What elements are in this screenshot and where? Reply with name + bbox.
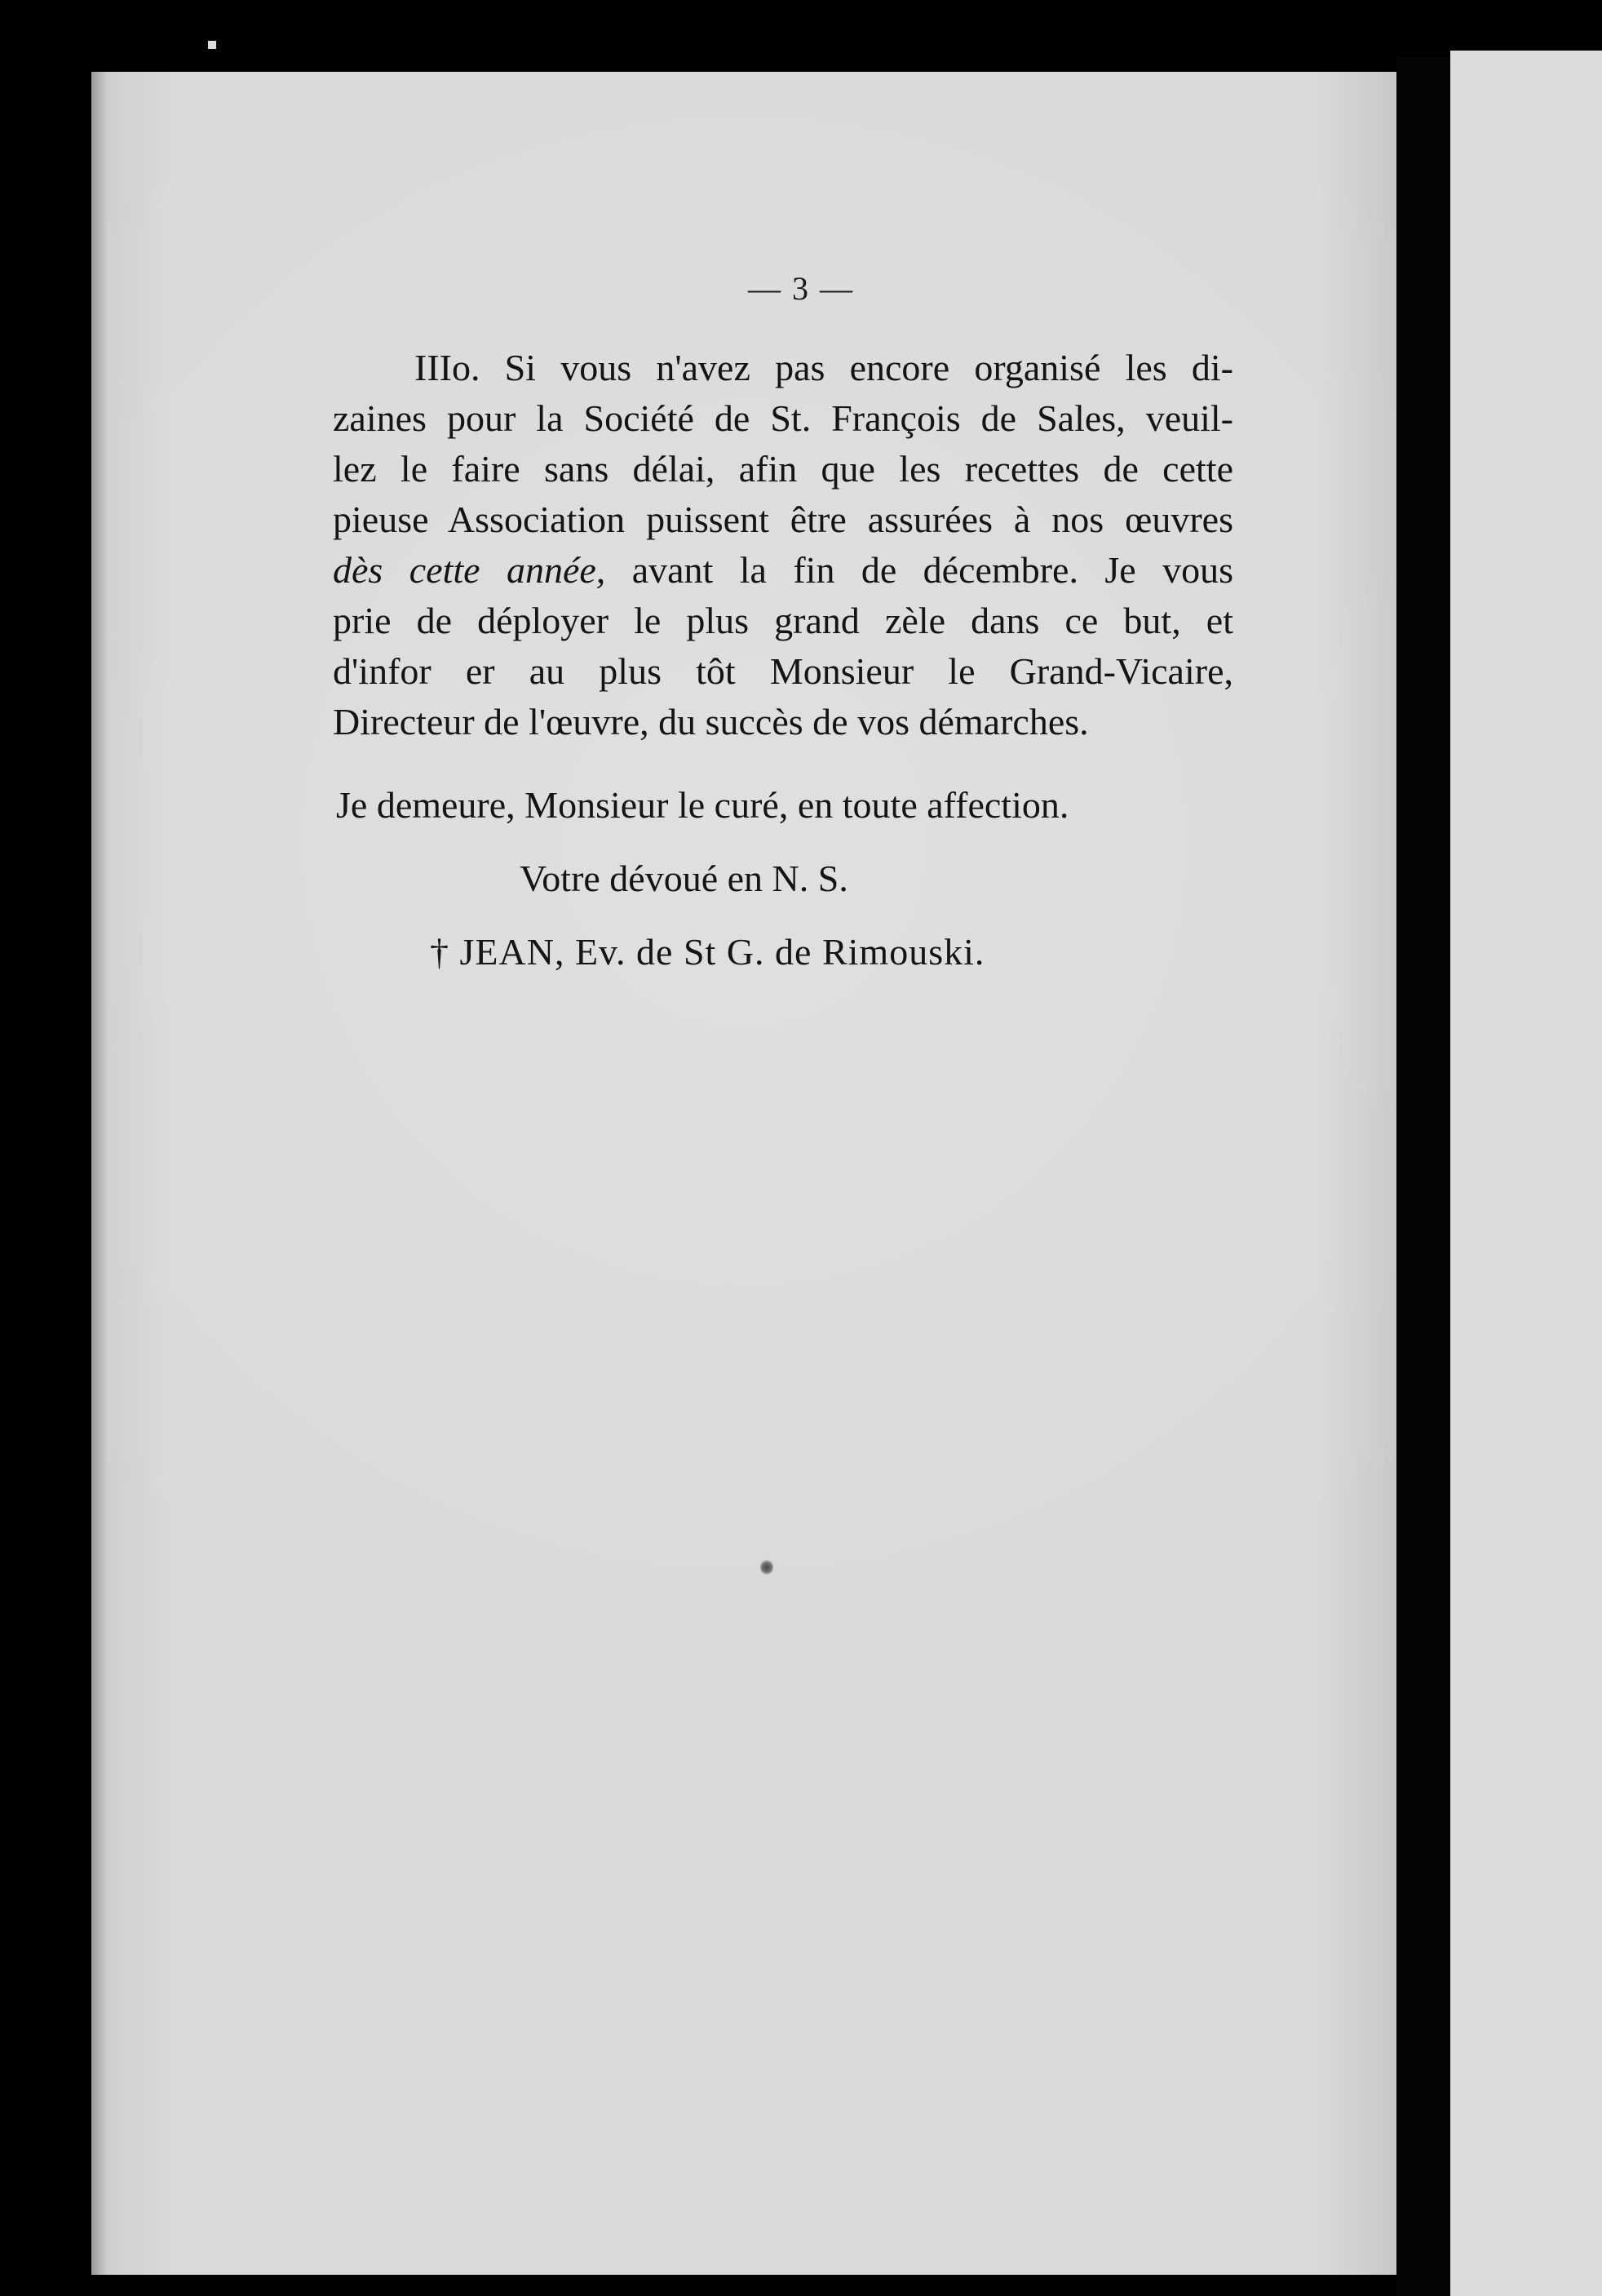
facing-page-edge [1450,51,1602,2296]
italic-phrase: dès cette année, [333,549,606,591]
paper-speck [760,1558,773,1576]
paragraph-line-1: IIIo. Si vous n'avez pas encore organisé les di- [414,347,1233,388]
closing-line: Je demeure, Monsieur le curé, en toute affection. [336,784,1069,826]
paragraph-line-2: zaines pour la Société de St. François de Sales, veuil- [333,397,1233,439]
paragraph-line-3: lez le faire sans délai, afin que les recettes de cette [333,448,1233,490]
paragraph-line-5: dès cette année, avant la fin de décembre. Je vous [333,549,1233,591]
signature: † JEAN, Ev. de St G. de Rimouski. [430,931,985,973]
paragraph-iii [254,343,1233,747]
page-number: — 3 — [748,270,854,307]
page-edge-shadow [91,72,108,2275]
letter-body [254,343,1233,977]
valediction: Votre dévoué en N. S. [520,858,848,899]
paragraph-line-7: d'infor er au plus tôt Monsieur le Grand-Vicaire, [333,650,1233,692]
scan-mark [208,41,216,49]
book-gutter [1396,57,1450,2296]
paragraph-line-6: prie de déployer le plus grand zèle dans ce but, et [333,600,1233,641]
paragraph-line-8: Directeur de l'œuvre, du succès de vos démarches. [333,701,1089,742]
paragraph-line-4: pieuse Association puissent être assurées à nos œuvres [333,499,1233,540]
